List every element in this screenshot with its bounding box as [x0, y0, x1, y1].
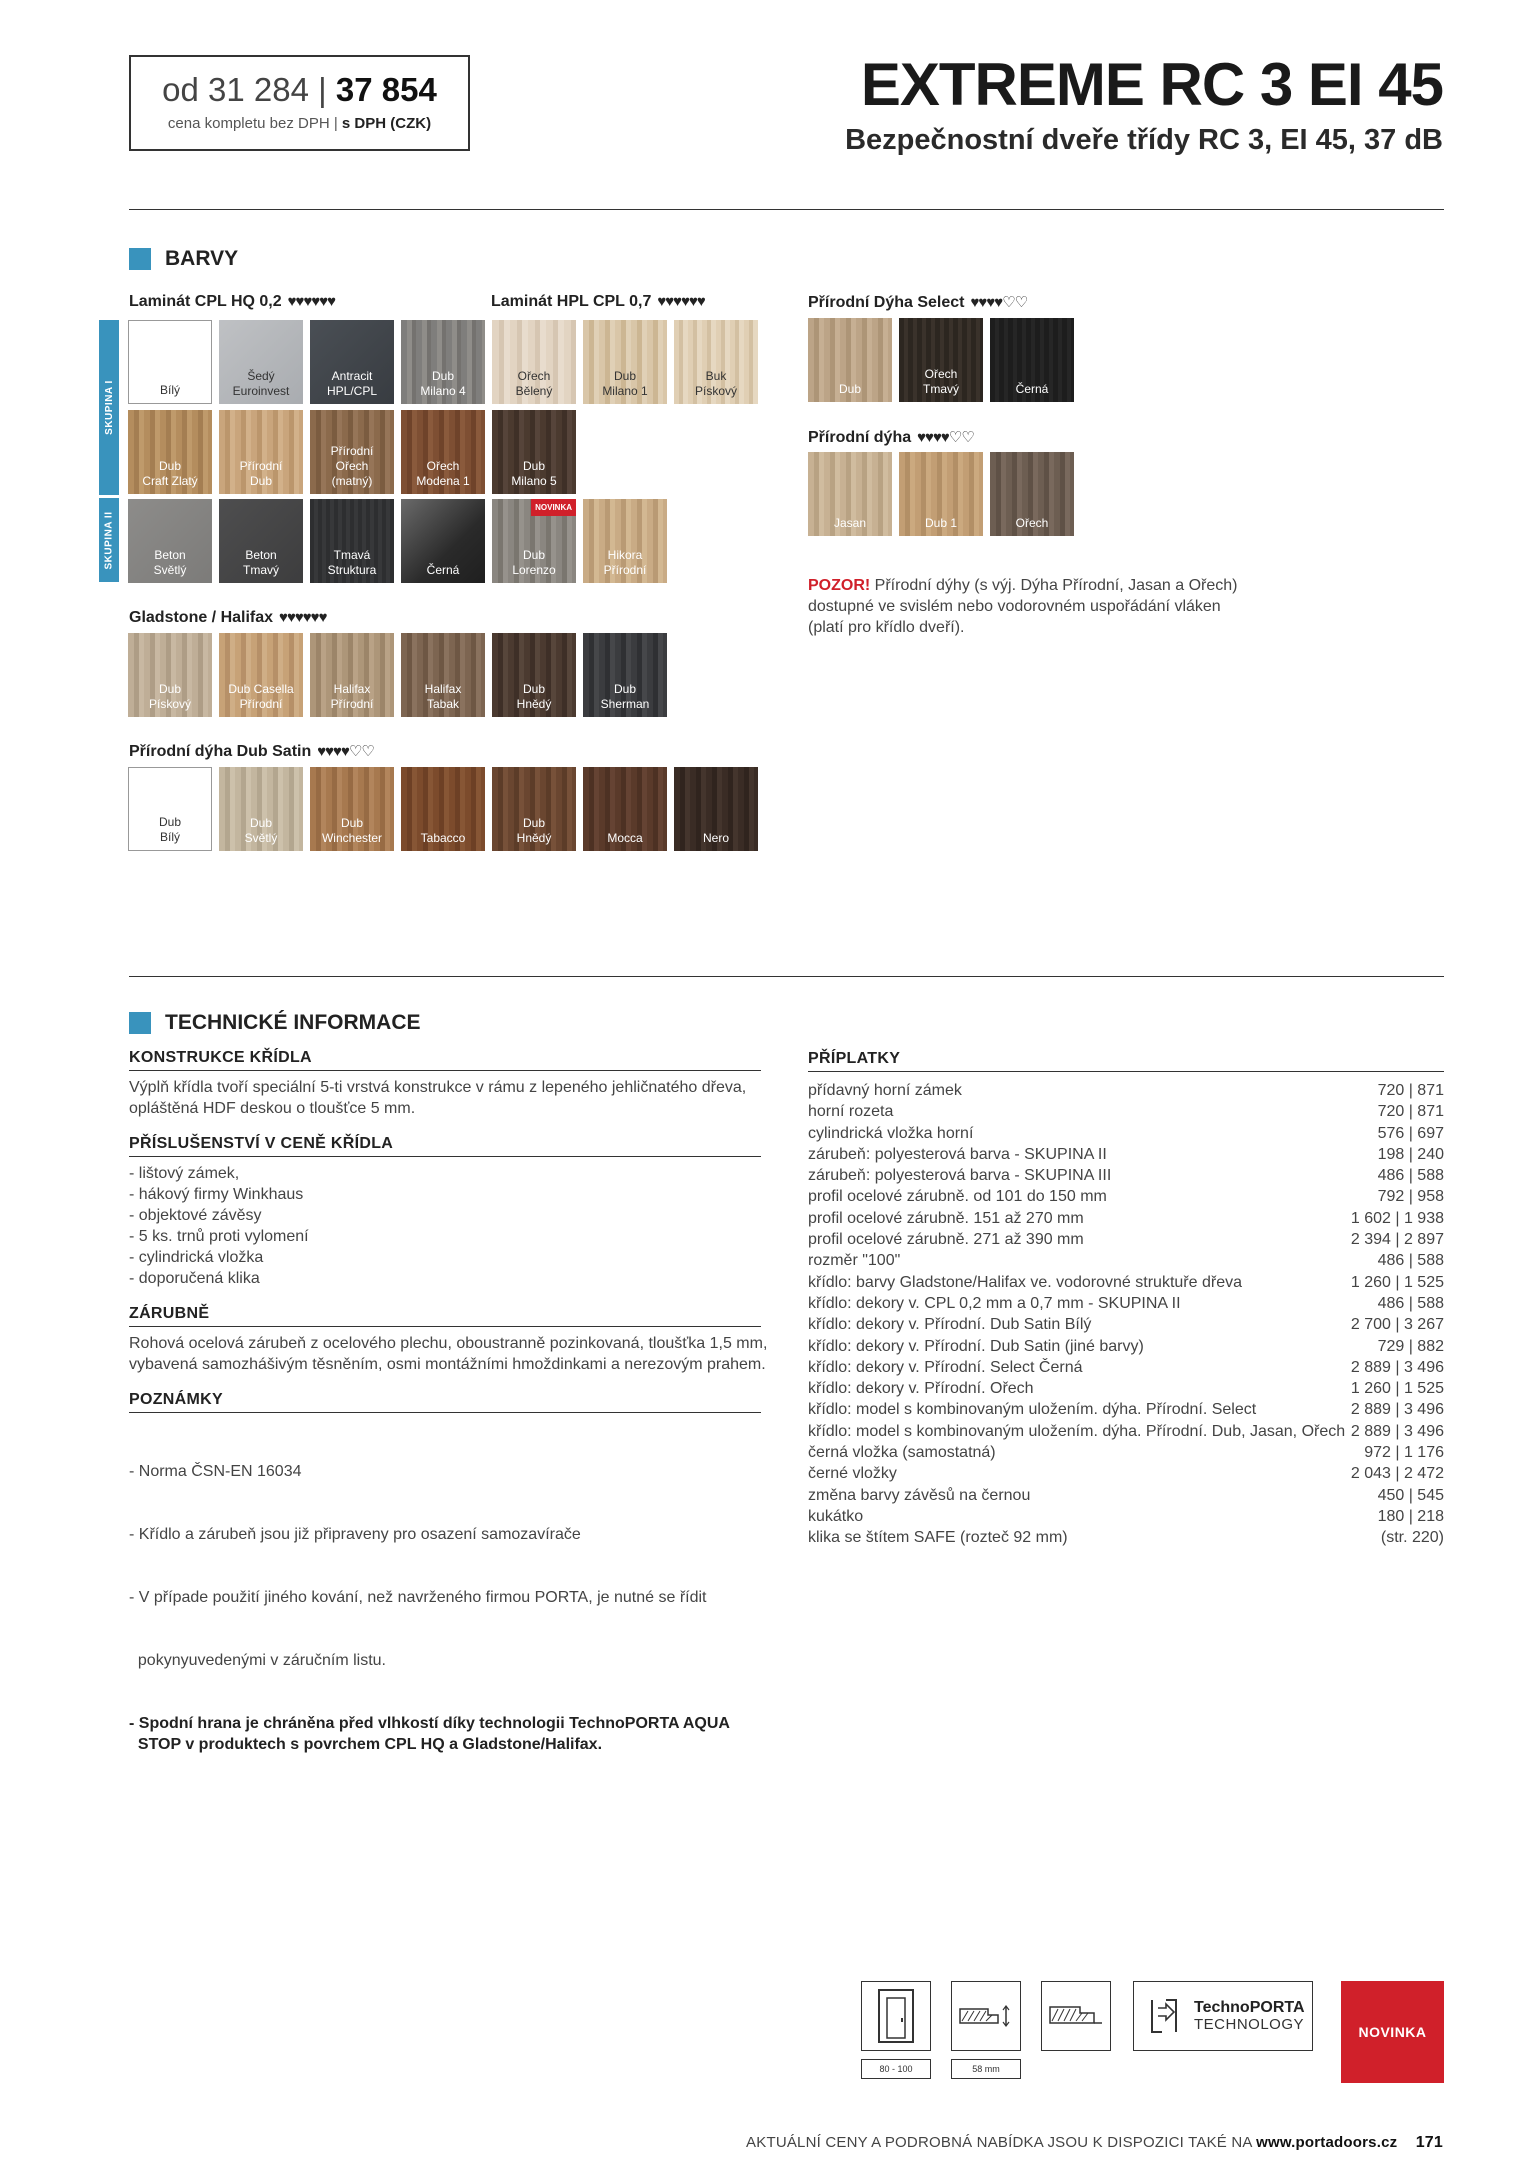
swatch-label: Nero: [702, 831, 729, 845]
prislusenstvi-heading: PŘÍSLUŠENSTVÍ V CENĚ KŘÍDLA: [129, 1135, 761, 1157]
rating-icon: ♥♥♥♥♡♡: [970, 294, 1028, 311]
surcharge-price: 972 | 1 176: [1364, 1444, 1444, 1462]
table-row: [808, 1357, 1444, 1378]
table-row: [808, 1208, 1444, 1229]
swatch[interactable]: [674, 320, 758, 404]
surcharge-name: křídlo: dekory v. Přírodní. Ořech: [808, 1380, 1034, 1398]
table-row: [808, 1250, 1444, 1271]
surcharge-price: 2 889 | 3 496: [1350, 1422, 1444, 1440]
prislusenstvi-list: [129, 1163, 769, 1289]
table-row: [808, 1165, 1444, 1186]
swatch[interactable]: [128, 767, 212, 851]
swatch-label: Přírodní Dub: [239, 459, 283, 488]
table-row: [808, 1399, 1444, 1420]
surcharge-price: 450 | 545: [1377, 1486, 1444, 1504]
table-row: [808, 1144, 1444, 1165]
swatch-label: Hikora Přírodní: [603, 548, 647, 577]
section-marker: [129, 248, 151, 270]
swatch-label: Ořech Tmavý: [923, 367, 959, 396]
swatch-label: Dub Winchester: [321, 816, 383, 845]
swatch[interactable]: [128, 320, 212, 404]
zarubne-text: Rohová ocelová zárubeň z ocelového plechu, oboustranně pozinkovaná, tloušťka 1,5 mm, vybavená samozhášivým těsněním, osmi montážními hmoždinkami a nerezovým prahem.: [129, 1335, 768, 1373]
surcharge-price: (str. 220): [1380, 1529, 1444, 1547]
swatch-label: Halifax Přírodní: [330, 682, 374, 711]
swatch-label: Dub 1: [924, 516, 958, 530]
price-line: [131, 71, 468, 109]
price-with-vat: 37 854: [335, 71, 437, 108]
technoporta-title: TechnoPORTA: [1194, 1999, 1305, 2016]
swatch[interactable]: [310, 767, 394, 851]
swatch-label: Jasan: [833, 516, 867, 530]
pozor-text: Přírodní dýhy (s výj. Dýha Přírodní, Jasan a Ořech) dostupné ve svislém nebo vodorovném uspořádání vláken (platí pro křídlo dveří).: [808, 577, 1238, 636]
swatch-label: Halifax Tabak: [424, 682, 462, 711]
swatch-label: Tabacco: [420, 831, 466, 845]
swatch-label: Dub Hnědý: [516, 682, 552, 711]
group-label-hpl: [491, 293, 705, 311]
swatch[interactable]: [219, 320, 303, 404]
table-row: [808, 1378, 1444, 1399]
list-item: - Spodní hrana je chráněna před vlhkostí díky technologii TechnoPORTA AQUA STOP v produktech s povrchem CPL HQ a Gladstone/Halifax.: [129, 1715, 730, 1753]
satin-label: Přírodní dýha Dub Satin: [129, 743, 312, 760]
swatch[interactable]: [401, 767, 485, 851]
swatch[interactable]: [990, 452, 1074, 536]
surcharge-price: 720 | 871: [1377, 1082, 1444, 1099]
rating-icon: ♥♥♥♥♥♥: [657, 293, 705, 310]
swatch-label: Bílý: [159, 383, 180, 397]
swatch-label: Přírodní Ořech (matný): [330, 444, 374, 488]
surcharge-name: přídavný horní zámek: [808, 1082, 962, 1099]
priplatky-heading: PŘÍPLATKY: [808, 1050, 1444, 1072]
swatch-label: Dub Hnědý: [516, 816, 552, 845]
list-item: pokynyuvedenými v záručním listu.: [129, 1652, 386, 1669]
swatch-label: Dub Světlý: [244, 816, 278, 845]
surcharge-name: horní rozeta: [808, 1103, 894, 1121]
surcharge-price: 198 | 240: [1377, 1145, 1444, 1163]
swatch-label: Černá: [426, 563, 460, 577]
technoporta-icon: [1144, 1994, 1184, 2038]
surcharge-name: zárubeň: polyesterová barva - SKUPINA III: [808, 1167, 1112, 1185]
surcharge-name: rozměr "100": [808, 1252, 901, 1270]
section-marker: [129, 1012, 151, 1034]
surcharge-name: klika se štítem SAFE (rozteč 92 mm): [808, 1529, 1068, 1547]
swatch[interactable]: [219, 410, 303, 494]
swatch[interactable]: [310, 320, 394, 404]
skupina-1-label: SKUPINA I: [103, 380, 115, 435]
price-note: [131, 115, 468, 132]
page-title: EXTREME RC 3 EI 45: [860, 51, 1443, 118]
surcharge-name: křídlo: dekory v. CPL 0,2 mm a 0,7 mm - SKUPINA II: [808, 1294, 1181, 1312]
table-row: [808, 1293, 1444, 1314]
page-number: 171: [1415, 2134, 1443, 2151]
surcharge-name: změna barvy závěsů na černou: [808, 1486, 1031, 1504]
swatch-label: Buk Pískový: [694, 369, 737, 398]
swatch-label: Beton Tmavý: [243, 548, 279, 577]
swatch[interactable]: [990, 318, 1074, 402]
surcharge-name: křídlo: model s kombinovaným uložením. dýha. Přírodní. Dub, Jasan, Ořech: [808, 1422, 1346, 1440]
swatch-label: Dub Casella Přírodní: [228, 682, 294, 711]
table-row: [808, 1421, 1444, 1442]
priplatky-list: [808, 1080, 1444, 1549]
swatch[interactable]: [310, 410, 394, 494]
swatch[interactable]: [401, 633, 485, 717]
surcharge-name: křídlo: barvy Gladstone/Halifax ve. vodorovné struktuře dřeva: [808, 1273, 1242, 1291]
tech-left-column: [129, 1049, 769, 1797]
gladstone-label: Gladstone / Halifax: [129, 609, 274, 626]
group-label-satin: [129, 742, 374, 761]
list-item: - Křídlo a zárubeň jsou již připraveny pro osazení samozavírače: [129, 1526, 581, 1543]
tech-section-heading: [129, 1011, 421, 1035]
novinka-tag: NOVINKA: [1341, 1981, 1444, 2083]
table-row: [808, 1527, 1444, 1548]
skupina-1-tab: [99, 320, 119, 495]
pozor-note: [808, 575, 1238, 638]
thickness-label: 58 mm: [951, 2059, 1021, 2079]
surcharge-name: kukátko: [808, 1507, 864, 1525]
swatch[interactable]: [310, 633, 394, 717]
swatch[interactable]: [128, 633, 212, 717]
swatch[interactable]: [219, 499, 303, 583]
skupina-2-tab: [99, 498, 119, 582]
swatch-label: Dub: [838, 382, 861, 396]
swatch-label: Mocca: [607, 831, 643, 845]
price-separator: |: [318, 71, 327, 108]
surcharge-price: 486 | 588: [1377, 1167, 1444, 1185]
list-item: - hákový firmy Winkhaus: [129, 1186, 304, 1203]
divider: [129, 209, 1444, 210]
swatch[interactable]: [310, 499, 394, 583]
surcharge-price: 2 043 | 2 472: [1350, 1465, 1444, 1483]
footer-text: AKTUÁLNÍ CENY A PODROBNÁ NABÍDKA JSOU K DISPOZICI TAKÉ NA: [746, 2134, 1257, 2151]
table-row: [808, 1485, 1444, 1506]
swatch-label: Antracit HPL/CPL: [326, 369, 378, 398]
table-row: [808, 1101, 1444, 1122]
group-label-cpl: [129, 293, 335, 311]
surcharge-price: 1 260 | 1 525: [1350, 1380, 1444, 1398]
list-item: - cylindrická vložka: [129, 1249, 264, 1266]
list-item: - objektové závěsy: [129, 1207, 262, 1224]
surcharge-price: 729 | 882: [1377, 1337, 1444, 1355]
surcharge-price: 1 602 | 1 938: [1350, 1209, 1444, 1227]
footer-link[interactable]: www.portadoors.cz: [1256, 2134, 1398, 2151]
surcharge-price: 792 | 958: [1377, 1188, 1444, 1206]
surcharge-name: profil ocelové zárubně. 271 až 390 mm: [808, 1231, 1084, 1249]
surcharge-name: křídlo: dekory v. Přírodní. Dub Satin Bílý: [808, 1316, 1092, 1334]
surcharge-name: černá vložka (samostatná): [808, 1444, 996, 1462]
table-row: [808, 1229, 1444, 1250]
rating-icon: ♥♥♥♥♡♡: [917, 429, 974, 446]
surcharge-price: 180 | 218: [1377, 1507, 1444, 1525]
swatch[interactable]: [128, 499, 212, 583]
swatch-label: Šedý Euroinvest: [232, 369, 290, 398]
swatch[interactable]: [674, 767, 758, 851]
surcharge-name: cylindrická vložka horní: [808, 1124, 974, 1142]
list-item: - lištový zámek,: [129, 1165, 240, 1182]
group-label-dyha: [808, 428, 974, 447]
price-box: [129, 55, 470, 151]
frame-profile-icon: [1041, 1981, 1111, 2051]
swatch[interactable]: [899, 452, 983, 536]
swatch-label: Dub Lorenzo: [512, 548, 556, 577]
dyha-label: Přírodní dýha: [808, 429, 912, 446]
konstrukce-text: Výplň křídla tvoří speciální 5-ti vrstvá konstrukce v rámu z lepeného jehličnatého dřeva, opláštěná HDF deskou o tloušťce 5 mm.: [129, 1079, 747, 1117]
swatch-label: Dub Milano 1: [602, 369, 648, 398]
table-row: [808, 1314, 1444, 1335]
table-row: [808, 1442, 1444, 1463]
surcharge-price: 1 260 | 1 525: [1350, 1273, 1444, 1291]
list-item: - V případe použití jiného kování, než navrženého firmou PORTA, je nutné se řídit: [129, 1589, 707, 1606]
price-note-prefix: cena kompletu bez DPH |: [167, 115, 338, 132]
door-width-icon: [861, 1981, 931, 2051]
poznamky-list: [129, 1419, 769, 1797]
swatch[interactable]: [401, 320, 485, 404]
swatch-label: Ořech Modena 1: [416, 459, 470, 488]
price-from: od 31 284: [162, 71, 309, 108]
list-item: - doporučená klika: [129, 1270, 260, 1287]
list-item: - 5 ks. trnů proti vylomení: [129, 1228, 309, 1245]
footer: [746, 2134, 1443, 2152]
width-label: 80 - 100: [861, 2059, 931, 2079]
colors-title: BARVY: [165, 247, 239, 270]
swatch-label: Dub Milano 5: [511, 459, 557, 488]
pozor-label: POZOR!: [808, 577, 871, 594]
rating-icon: ♥♥♥♥♥♥: [287, 293, 336, 310]
surcharge-name: profil ocelové zárubně. 151 až 270 mm: [808, 1209, 1084, 1227]
table-row: [808, 1506, 1444, 1527]
swatch[interactable]: [899, 318, 983, 402]
surcharge-name: profil ocelové zárubně. od 101 do 150 mm: [808, 1188, 1107, 1206]
cpl-label: Laminát CPL HQ 0,2: [129, 293, 282, 310]
surcharge-price: 720 | 871: [1377, 1103, 1444, 1121]
swatch-label: Ořech Bělený: [515, 369, 553, 398]
swatch-label: Ořech: [1015, 516, 1049, 530]
swatch[interactable]: [219, 767, 303, 851]
surcharge-price: 486 | 588: [1377, 1252, 1444, 1270]
surcharge-price: 2 889 | 3 496: [1350, 1401, 1444, 1419]
surcharge-name: křídlo: model s kombinovaným uložením. dýha. Přírodní. Select: [808, 1401, 1257, 1419]
priplatky-column: [808, 1050, 1444, 1549]
swatch[interactable]: [219, 633, 303, 717]
rating-icon: ♥♥♥♥♡♡: [317, 743, 374, 760]
surcharge-name: černé vložky: [808, 1465, 897, 1483]
hpl-label: Laminát HPL CPL 0,7: [491, 293, 652, 310]
surcharge-name: křídlo: dekory v. Přírodní. Select Černá: [808, 1358, 1083, 1376]
swatch[interactable]: [583, 633, 667, 717]
technoporta-sub: TECHNOLOGY: [1194, 2016, 1305, 2033]
swatch-label: Černá: [1015, 382, 1049, 396]
surcharge-name: křídlo: dekory v. Přírodní. Dub Satin (jiné barvy): [808, 1337, 1144, 1355]
table-row: [808, 1463, 1444, 1484]
surcharge-price: 576 | 697: [1377, 1124, 1444, 1142]
swatch[interactable]: [492, 320, 576, 404]
table-row: [808, 1336, 1444, 1357]
swatch-label: Tmavá Struktura: [327, 548, 377, 577]
zarubne-heading: ZÁRUBNĚ: [129, 1305, 761, 1327]
door-thickness-icon: [951, 1981, 1021, 2051]
surcharge-price: 2 889 | 3 496: [1350, 1358, 1444, 1376]
table-row: [808, 1186, 1444, 1207]
group-label-gladstone: [129, 609, 326, 627]
swatch[interactable]: [401, 499, 485, 583]
swatch[interactable]: [128, 410, 212, 494]
swatch-label: Dub Bílý: [158, 815, 181, 844]
rating-icon: ♥♥♥♥♥♥: [279, 609, 327, 626]
swatch[interactable]: [492, 410, 576, 494]
surcharge-price: 486 | 588: [1377, 1294, 1444, 1312]
swatch-label: Dub Milano 4: [420, 369, 466, 398]
swatch-label: Dub Craft Zlatý: [142, 459, 198, 488]
swatch-label: Dub Pískový: [148, 682, 191, 711]
group-label-dyha-select: [808, 293, 1027, 312]
swatch[interactable]: [492, 633, 576, 717]
colors-section-heading: [129, 247, 238, 271]
swatch[interactable]: [808, 452, 892, 536]
table-row: [808, 1123, 1444, 1144]
surcharge-price: 2 394 | 2 897: [1350, 1231, 1444, 1249]
poznamky-heading: POZNÁMKY: [129, 1391, 761, 1413]
technoporta-badge: [1133, 1981, 1313, 2051]
table-row: [808, 1080, 1444, 1101]
swatch-label: Dub Sherman: [600, 682, 650, 711]
swatch[interactable]: [583, 320, 667, 404]
konstrukce-heading: KONSTRUKCE KŘÍDLA: [129, 1049, 761, 1071]
surcharge-name: zárubeň: polyesterová barva - SKUPINA II: [808, 1145, 1107, 1163]
swatch-label: Beton Světlý: [153, 548, 187, 577]
surcharge-price: 2 700 | 3 267: [1350, 1316, 1444, 1334]
list-item: - Norma ČSN-EN 16034: [129, 1463, 302, 1480]
swatch[interactable]: [583, 767, 667, 851]
swatch[interactable]: [492, 499, 576, 583]
swatch[interactable]: [492, 767, 576, 851]
skupina-2-label: SKUPINA II: [103, 511, 115, 569]
novinka-badge: NOVINKA: [531, 499, 576, 516]
dyha-select-label: Přírodní Dýha Select: [808, 294, 965, 311]
tech-title: TECHNICKÉ INFORMACE: [165, 1011, 421, 1034]
page-subtitle: Bezpečnostní dveře třídy RC 3, EI 45, 37 dB: [845, 124, 1443, 156]
price-note-suffix: s DPH (CZK): [341, 115, 432, 132]
swatch[interactable]: [401, 410, 485, 494]
table-row: [808, 1272, 1444, 1293]
swatch[interactable]: [583, 499, 667, 583]
divider: [129, 976, 1444, 977]
swatch[interactable]: [808, 318, 892, 402]
